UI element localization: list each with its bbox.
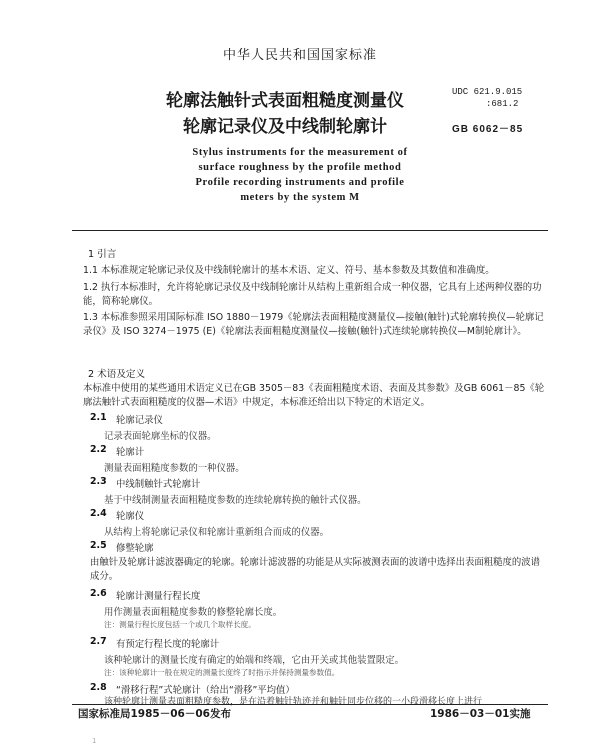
item-title: 轮廓计 (116, 447, 145, 458)
item-number: 2.5 (90, 540, 107, 551)
section-2-title: 2 术语及定义 (88, 369, 146, 380)
title-line-2: 轮廓记录仪及中线制轮廓计 (183, 117, 387, 137)
item-number: 2.2 (90, 444, 107, 455)
item-definition: 测量表面粗糙度参数的一种仪器。 (104, 463, 245, 474)
page-mark: 1 (92, 737, 97, 745)
english-title-line: Profile recording instruments and profile (195, 177, 405, 188)
paragraph-1-2: 1.2 执行本标准时，允许将轮廓记录仪及中线制轮廓计从结构上重新组合成一种仪器，它具有上述两种仪器的功能，简称轮廓仪。 (83, 282, 542, 307)
item-title: “滑移行程”式轮廓计（给出“滑移”平均值） (116, 685, 295, 696)
english-title-line: surface roughness by the profile method (198, 162, 402, 173)
item-definition: 从结构上将轮廓记录仪和轮廓计重新组合而成的仪器。 (104, 527, 330, 538)
bottom-divider (72, 704, 548, 705)
item-number: 2.8 (90, 682, 107, 693)
item-definition: 用作测量表面粗糙度参数的修整轮廓长度。 (104, 607, 283, 618)
paragraph-1-1: 1.1 本标准规定轮廓记录仪及中线制轮廓计的基本术语、定义、符号、基本参数及其数值和准确度。 (83, 265, 495, 276)
top-divider (72, 230, 548, 231)
title-line-1: 轮廓法触针式表面粗糙度测量仪 (166, 91, 404, 111)
gb-code: GB 6062－85 (452, 124, 524, 135)
section-1-title: 1 引言 (88, 249, 117, 260)
item-title: 有预定行程长度的轮廓计 (116, 639, 220, 650)
item-definition: 该种轮廓计的测量长度有确定的始端和终端，它由开关或其他装置限定。 (104, 655, 405, 666)
udc-code (452, 86, 522, 110)
item-number: 2.6 (90, 588, 107, 599)
paragraph-1-3: 1.3 本标准参照采用国际标准 ISO 1880－1979《轮廓法表面粗糙度测量仪—接触(触针)式轮廓转换仪—轮廓记录仪》及 ISO 3274－1975 (E)《轮廓法表面粗糙度测量仪—接触(触针)式连续轮廓转换仪—M制轮廓计》。 (83, 312, 544, 337)
english-title (0, 145, 600, 205)
item-definition: 由触针及轮廓计滤波器确定的轮廓。轮廓计滤波器的功能是从实际被测表面的波谱中选择出表面粗糙度的波谱成分。 (90, 557, 541, 582)
standard-header: 中华人民共和国国家标准 (222, 48, 377, 63)
item-number: 2.7 (90, 636, 107, 647)
english-title-line: meters by the system M (240, 192, 360, 203)
item-number: 2.4 (90, 508, 107, 519)
item-title: 轮廓仪 (116, 511, 145, 522)
item-definition: 记录表面轮廓坐标的仪器。 (104, 431, 217, 442)
item-note: 注：测量行程长度包括一个或几个取样长度。 (104, 620, 256, 629)
item-title: 轮廓记录仪 (116, 415, 163, 426)
item-title: 轮廓计测量行程长度 (116, 591, 201, 602)
item-title: 修整轮廓 (116, 543, 154, 554)
effective-date: 1986－03－01实施 (430, 708, 531, 720)
item-number: 2.3 (90, 476, 107, 487)
item-definition: 该种轮廓计测量表面粗糙度参数，是在沿着触针轨迹并和触针同步位移的一小段滑移长度上进行 (104, 697, 483, 707)
item-title: 中线制触针式轮廓计 (116, 479, 201, 490)
document-title (150, 88, 420, 140)
item-definition: 基于中线制测量表面粗糙度参数的连续轮廓转换的触针式仪器。 (104, 495, 367, 506)
section-2-intro: 本标准中使用的某些通用术语定义已在GB 3505－83《表面粗糙度术语、表面及其参数》及GB 6061－85《轮廓法触针式表面粗糙度的仪器—术语》中规定，本标准还给出以下特定的术语定义。 (83, 383, 545, 408)
item-number: 2.1 (90, 412, 107, 423)
english-title-line: Stylus instruments for the measurement of (192, 147, 408, 158)
item-note: 注：该种轮廓计一般在规定的测量长度终了时指示并保持测量参数值。 (104, 668, 340, 677)
udc-line-1: UDC 621.9.015 (452, 87, 523, 97)
issued-date: 国家标准局1985－06－06发布 (78, 708, 231, 720)
udc-line-2: :681.2 (486, 99, 519, 109)
